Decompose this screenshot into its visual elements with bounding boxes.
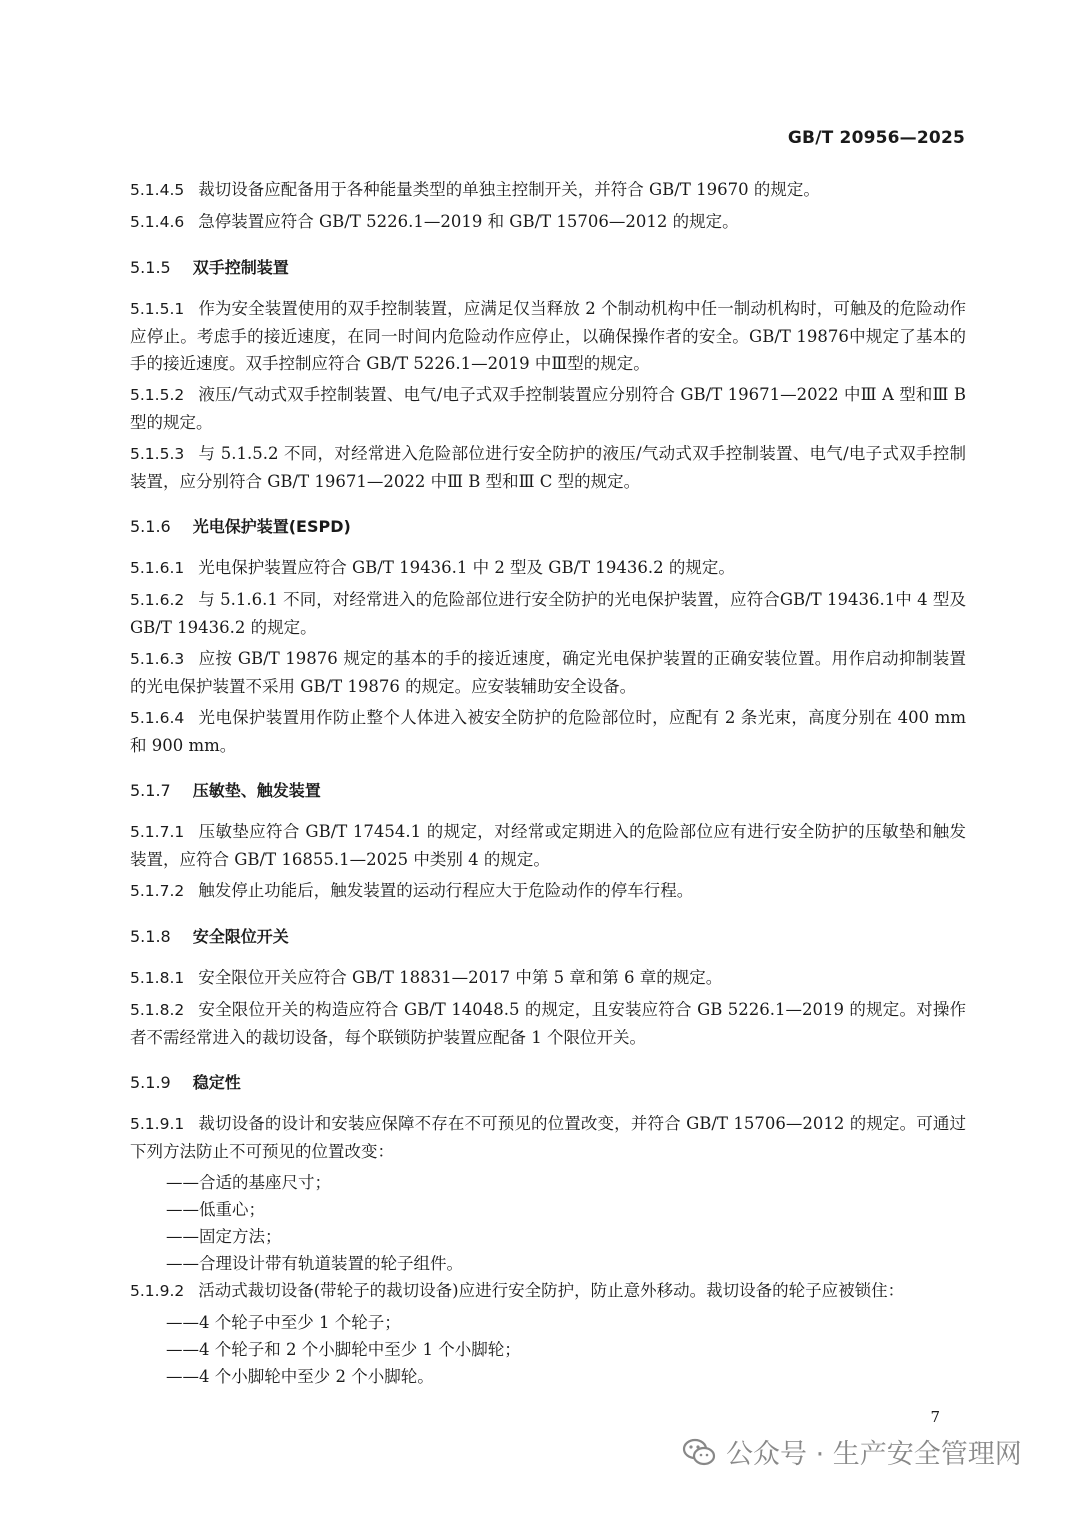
list-item: ——4 个小脚轮中至少 2 个小脚轮。 [166, 1367, 434, 1386]
clause-text: 与 5.1.6.1 不同，对经常进入的危险部位进行安全防护的光电保护装置，应符合GB/T 19436.1中 4 型及 GB/T 19436.2 的规定。 [130, 590, 966, 637]
clause-paragraph [130, 1277, 966, 1305]
clause-number: 5.1.8.1 [130, 969, 185, 987]
clause-number: 5.1.6.3 [130, 650, 185, 668]
clause-paragraph [130, 295, 966, 377]
clause-text: 压敏垫应符合 GB/T 17454.1 的规定，对经常或定期进入的危险部位应有进行安全防护的压敏垫和触发装置，应符合 GB/T 16855.1—2025 中类别 4 的规定。 [130, 822, 966, 869]
clause-paragraph [130, 1110, 966, 1165]
section-number: 5.1.7 [130, 781, 171, 800]
section-heading [130, 513, 966, 540]
clause-text: 安全限位开关应符合 GB/T 18831—2017 中第 5 章和第 6 章的规定。 [198, 968, 723, 987]
clause-paragraph [130, 176, 966, 204]
clause-number: 5.1.6.4 [130, 709, 185, 727]
section-heading [130, 1069, 966, 1096]
list-item: ——4 个轮子和 2 个小脚轮中至少 1 个小脚轮； [166, 1340, 521, 1359]
clause-text: 应按 GB/T 19876 规定的基本的手的接近速度，确定光电保护装置的正确安装位置。用作启动抑制装置的光电保护装置不采用 GB/T 19876 的规定。应安装辅助安全设备。 [130, 649, 966, 696]
clause-paragraph [130, 704, 966, 759]
clause-text: 液压/气动式双手控制装置、电气/电子式双手控制装置应分别符合 GB/T 19671—2022 中Ⅲ A 型和Ⅲ B 型的规定。 [130, 385, 966, 432]
clause-text: 光电保护装置用作防止整个人体进入被安全防护的危险部位时，应配有 2 条光束，高度分别在 400 mm 和 900 mm。 [130, 708, 966, 755]
clause-text: 与 5.1.5.2 不同，对经常进入危险部位进行安全防护的液压/气动式双手控制装置、电气/电子式双手控制装置，应分别符合 GB/T 19671—2022 中Ⅲ B 型和Ⅲ C 型的规定。 [130, 444, 966, 491]
clause-paragraph [130, 208, 966, 236]
section-number: 5.1.5 [130, 258, 171, 277]
section-title: 安全限位开关 [192, 927, 289, 946]
section-number: 5.1.8 [130, 927, 171, 946]
wechat-icon [682, 1437, 716, 1467]
clause-number: 5.1.6.2 [130, 591, 185, 609]
watermark-text: 公众号 · 生产安全管理网 [726, 1439, 1022, 1470]
section-number: 5.1.6 [130, 517, 171, 536]
clause-number: 5.1.9.1 [130, 1115, 185, 1133]
clause-text: 活动式裁切设备(带轮子的裁切设备)应进行安全防护，防止意外移动。裁切设备的轮子应被锁住： [198, 1281, 905, 1300]
clause-paragraph [130, 645, 966, 700]
clause-number: 5.1.8.2 [130, 1001, 185, 1019]
section-heading [130, 254, 966, 281]
clause-number: 5.1.4.6 [130, 213, 185, 231]
clause-paragraph [130, 996, 966, 1051]
list-item: ——固定方法； [166, 1227, 282, 1246]
clause-number: 5.1.7.1 [130, 823, 185, 841]
clause-paragraph [130, 381, 966, 436]
clause-paragraph [130, 440, 966, 495]
clause-text: 裁切设备的设计和安装应保障不存在不可预见的位置改变，并符合 GB/T 15706—2012 的规定。可通过下列方法防止不可预见的位置改变： [130, 1114, 966, 1161]
section-title: 稳定性 [192, 1073, 241, 1092]
clause-text: 裁切设备应配备用于各种能量类型的单独主控制开关，并符合 GB/T 19670 的规定。 [198, 180, 820, 199]
section-heading [130, 777, 966, 804]
section-heading [130, 923, 966, 950]
list-item: ——4 个轮子中至少 1 个轮子； [166, 1313, 401, 1332]
clause-text: 作为安全装置使用的双手控制装置，应满足仅当释放 2 个制动机构中任一制动机构时，可触及的危险动作应停止。考虑手的接近速度，在同一时间内危险动作应停止，以确保操作者的安全。GB/T 19876中规定了基本的手的接近速度。双手控制应符合 GB/T 5226.1—2019 中Ⅲ型的规定。 [130, 299, 966, 373]
clause-number: 5.1.9.2 [130, 1282, 185, 1300]
clause-number: 5.1.4.5 [130, 181, 185, 199]
clause-number: 5.1.7.2 [130, 882, 185, 900]
clause-paragraph [130, 554, 966, 582]
clause-number: 5.1.5.1 [130, 300, 185, 318]
clause-paragraph [130, 964, 966, 992]
clause-text: 安全限位开关的构造应符合 GB/T 14048.5 的规定，且安装应符合 GB 5226.1—2019 的规定。对操作者不需经常进入的裁切设备，每个联锁防护装置应配备 1 个限位开关。 [130, 1000, 966, 1047]
clause-text: 光电保护装置应符合 GB/T 19436.1 中 2 型及 GB/T 19436.2 的规定。 [198, 558, 735, 577]
clause-paragraph [130, 818, 966, 873]
section-number: 5.1.9 [130, 1073, 171, 1092]
page-number: 7 [930, 1408, 940, 1426]
clause-number: 5.1.5.2 [130, 386, 185, 404]
clause-paragraph [130, 877, 966, 905]
section-title: 双手控制装置 [192, 258, 289, 277]
watermark [682, 1432, 1022, 1471]
section-title: 光电保护装置(ESPD) [192, 517, 351, 536]
list-item: ——低重心； [166, 1200, 265, 1219]
list-item: ——合理设计带有轨道装置的轮子组件。 [166, 1254, 463, 1273]
clause-text: 急停装置应符合 GB/T 5226.1—2019 和 GB/T 15706—2012 的规定。 [198, 212, 739, 231]
clause-number: 5.1.6.1 [130, 559, 185, 577]
document-body [130, 176, 966, 1390]
clause-number: 5.1.5.3 [130, 445, 185, 463]
standard-number: GB/T 20956—2025 [787, 128, 965, 148]
clause-text: 触发停止功能后，触发装置的运动行程应大于危险动作的停车行程。 [198, 881, 694, 900]
list-item: ——合适的基座尺寸； [166, 1173, 331, 1192]
section-title: 压敏垫、触发装置 [192, 781, 321, 800]
clause-paragraph [130, 586, 966, 641]
